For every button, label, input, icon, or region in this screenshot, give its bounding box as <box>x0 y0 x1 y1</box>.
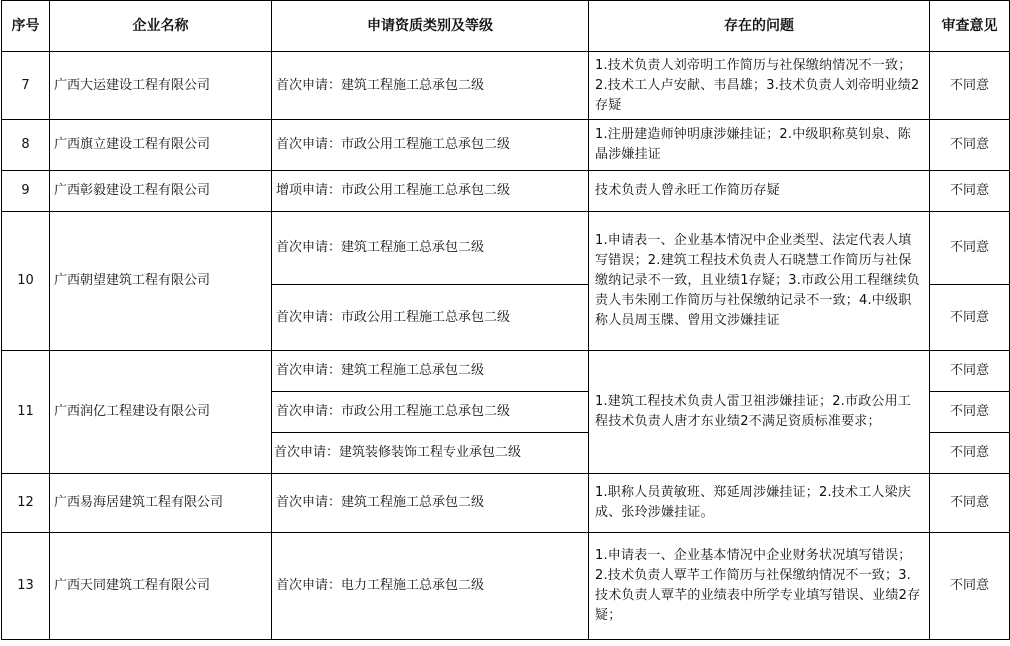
problem-text: 1.建筑工程技术负责人雷卫祖涉嫌挂证；2.市政公用工程技术负责人唐才东业绩2不满足资质标准要求； <box>589 351 930 474</box>
row-number: 11 <box>2 351 50 474</box>
header-problem: 存在的问题 <box>589 1 930 52</box>
problem-text: 1.职称人员黄敏班、郑延周涉嫌挂证；2.技术工人梁庆成、张玲涉嫌挂证。 <box>589 474 930 533</box>
qualification: 首次申请：市政公用工程施工总承包二级 <box>272 285 589 351</box>
header-row <box>2 1 1010 52</box>
qualification: 首次申请：建筑工程施工总承包二级 <box>272 52 589 120</box>
company-name: 广西易海居建筑工程有限公司 <box>50 474 272 533</box>
table-row <box>2 533 1010 640</box>
header-qualification: 申请资质类别及等级 <box>272 1 589 52</box>
company-name: 广西旗立建设工程有限公司 <box>50 120 272 171</box>
qualification: 首次申请：电力工程施工总承包二级 <box>272 533 589 640</box>
review-table <box>1 0 1010 640</box>
review-opinion: 不同意 <box>930 171 1010 212</box>
qualification: 首次申请：建筑工程施工总承包二级 <box>272 351 589 392</box>
row-number: 8 <box>2 120 50 171</box>
qualification: 增项申请：市政公用工程施工总承包二级 <box>272 171 589 212</box>
qualification: 首次申请：建筑工程施工总承包二级 <box>272 212 589 285</box>
problem-text: 1.申请表一、企业基本情况中企业类型、法定代表人填写错误；2.建筑工程技术负责人石晓慧工作简历与社保缴纳记录不一致，且业绩1存疑；3.市政公用工程继续负责人韦朱刚工作简历与社保缴纳记录不一致；4.中级职称人员周玉牒、曾用文涉嫌挂证 <box>589 212 930 351</box>
qualification: 首次申请：市政公用工程施工总承包二级 <box>272 392 589 433</box>
row-number: 13 <box>2 533 50 640</box>
table-row <box>2 52 1010 120</box>
row-number: 12 <box>2 474 50 533</box>
header-opinion: 审查意见 <box>930 1 1010 52</box>
row-number: 9 <box>2 171 50 212</box>
review-opinion: 不同意 <box>930 52 1010 120</box>
table-row <box>2 474 1010 533</box>
table-row <box>2 212 1010 285</box>
qualification: 首次申请：市政公用工程施工总承包二级 <box>272 120 589 171</box>
review-opinion: 不同意 <box>930 392 1010 433</box>
table-row <box>2 120 1010 171</box>
table-row <box>2 351 1010 392</box>
row-number: 7 <box>2 52 50 120</box>
company-name: 广西大运建设工程有限公司 <box>50 52 272 120</box>
qualification: 首次申请：建筑装修装饰工程专业承包二级 <box>272 433 589 474</box>
review-opinion: 不同意 <box>930 433 1010 474</box>
company-name: 广西彰毅建设工程有限公司 <box>50 171 272 212</box>
company-name: 广西润亿工程建设有限公司 <box>50 351 272 474</box>
problem-text: 1.技术负责人刘帝明工作简历与社保缴纳情况不一致；2.技术工人卢安献、韦昌雄；3.技术负责人刘帝明业绩2存疑 <box>589 52 930 120</box>
review-opinion: 不同意 <box>930 285 1010 351</box>
company-name: 广西朝望建筑工程有限公司 <box>50 212 272 351</box>
company-name: 广西天同建筑工程有限公司 <box>50 533 272 640</box>
review-opinion: 不同意 <box>930 474 1010 533</box>
problem-text: 技术负责人曾永旺工作简历存疑 <box>589 171 930 212</box>
problem-text: 1.注册建造师钟明康涉嫌挂证；2.中级职称莫钊泉、陈晶涉嫌挂证 <box>589 120 930 171</box>
qualification: 首次申请：建筑工程施工总承包二级 <box>272 474 589 533</box>
table-row <box>2 171 1010 212</box>
review-opinion: 不同意 <box>930 212 1010 285</box>
review-opinion: 不同意 <box>930 533 1010 640</box>
row-number: 10 <box>2 212 50 351</box>
header-no: 序号 <box>2 1 50 52</box>
header-company: 企业名称 <box>50 1 272 52</box>
review-opinion: 不同意 <box>930 120 1010 171</box>
problem-text: 1.申请表一、企业基本情况中企业财务状况填写错误；2.技术负责人覃芊工作简历与社保缴纳情况不一致；3.技术负责人覃芊的业绩表中所学专业填写错误、业绩2存疑； <box>589 533 930 640</box>
review-opinion: 不同意 <box>930 351 1010 392</box>
